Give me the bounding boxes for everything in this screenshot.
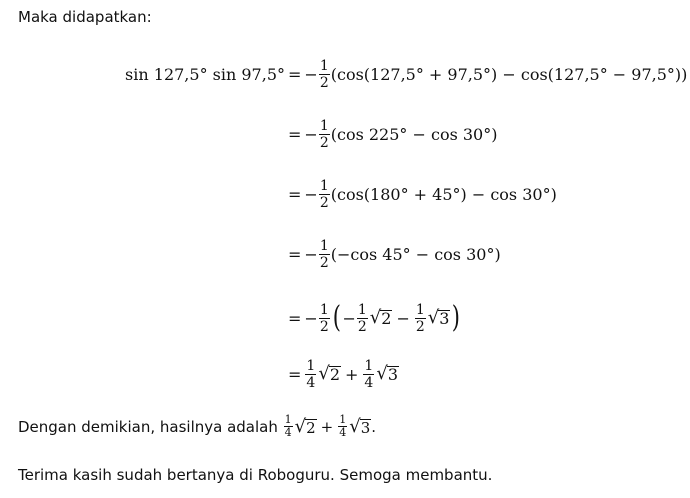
equation-row-4: [0, 232, 690, 276]
equation-row-2: [0, 112, 690, 156]
negative-sign: −: [304, 184, 318, 204]
fraction-one-quarter: $\frac{1}{4}$: [364, 357, 374, 391]
negative-sign: −: [304, 244, 318, 264]
negative-sign: −: [304, 64, 318, 84]
fraction-one-quarter: $\frac{1}{4}$: [284, 413, 292, 439]
equals-sign: =: [288, 308, 302, 328]
equals-sign: =: [288, 64, 302, 84]
equation-body-3: (cos(180° + 45°) − cos 30°): [330, 184, 557, 204]
equals-sign: =: [288, 184, 302, 204]
intro-text: Maka didapatkan:: [18, 8, 152, 26]
negative-sign: −: [304, 124, 318, 144]
sqrt-two: √ 2: [369, 307, 392, 328]
plus-sign: +: [320, 417, 334, 436]
right-paren: ): [452, 300, 461, 335]
equation-body-1: (cos(127,5° + 97,5°) − cos(127,5° − 97,5°)): [330, 64, 688, 84]
equation-row-6: [0, 352, 690, 396]
fraction-one-quarter: $\frac{1}{4}$: [339, 413, 347, 439]
fraction-one-quarter: $\frac{1}{4}$: [306, 357, 316, 391]
left-paren: (: [332, 300, 341, 335]
equation-body-4: (−cos 45° − cos 30°): [330, 244, 501, 264]
equation-lhs: sin 127,5° sin 97,5°: [125, 64, 285, 84]
sqrt-two: √ 2: [294, 415, 316, 437]
sqrt-three: √ 3: [376, 363, 398, 384]
equals-sign: =: [288, 244, 302, 264]
equation-row-5: [0, 294, 690, 342]
sqrt-three: √ 3: [349, 415, 371, 437]
fraction-one-half: $\frac{1}{2}$: [319, 57, 329, 91]
equals-sign: =: [288, 124, 302, 144]
plus-sign: +: [345, 364, 359, 384]
equation-body-2: (cos 225° − cos 30°): [330, 124, 498, 144]
conclusion-text: [18, 414, 376, 439]
equation-row-1: [0, 52, 690, 96]
closing-text: Terima kasih sudah bertanya di Roboguru. Semoga membantu.: [18, 466, 493, 484]
fraction-one-half: $\frac{1}{2}$: [319, 237, 329, 271]
conclusion-suffix: .: [371, 417, 377, 436]
conclusion-prefix: Dengan demikian, hasilnya adalah: [18, 417, 283, 436]
sqrt-three: √ 3: [427, 307, 450, 328]
equation-row-3: [0, 172, 690, 216]
negative-sign: −: [304, 308, 318, 328]
equals-sign: =: [288, 364, 302, 384]
negative-sign: −: [342, 308, 356, 328]
sqrt-two: √ 2: [318, 363, 340, 384]
fraction-one-half: $\frac{1}{2}$: [415, 301, 425, 335]
fraction-one-half: $\frac{1}{2}$: [319, 301, 329, 335]
minus-sign: −: [396, 308, 410, 328]
fraction-one-half: $\frac{1}{2}$: [319, 117, 329, 151]
fraction-one-half: $\frac{1}{2}$: [319, 177, 329, 211]
fraction-one-half: $\frac{1}{2}$: [357, 301, 367, 335]
